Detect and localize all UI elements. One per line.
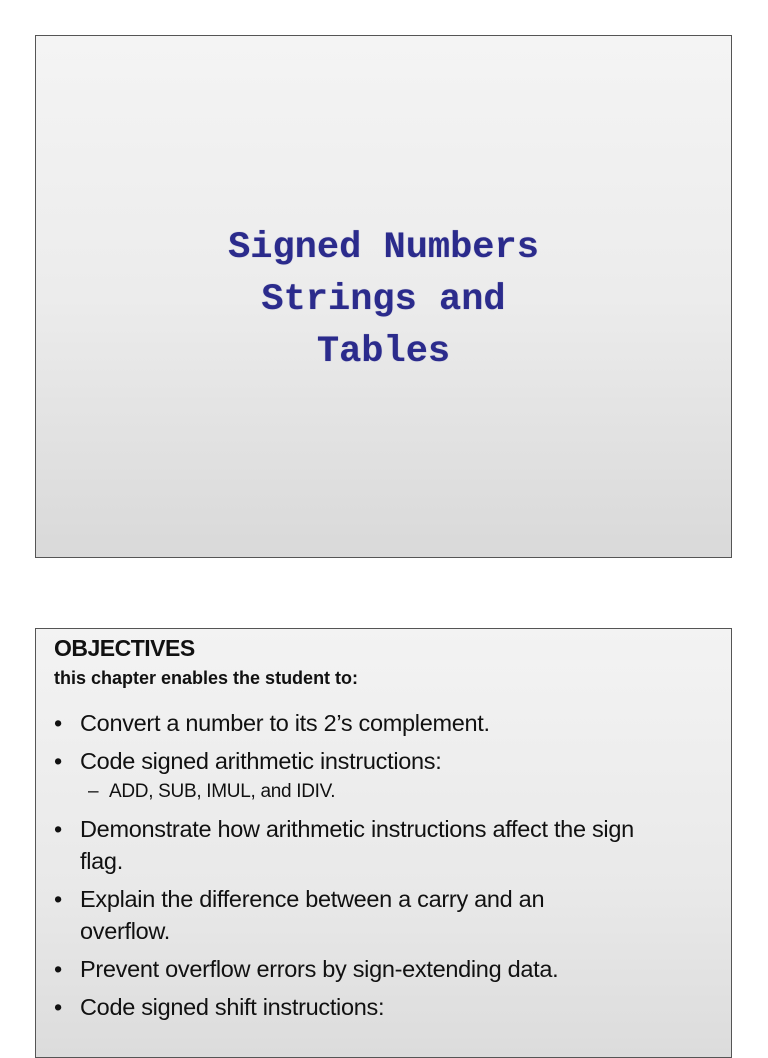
objectives-list (54, 707, 714, 1029)
bullet-icon: • (54, 816, 62, 842)
list-item-text: Explain the difference between a carry and an overflow. (80, 886, 545, 944)
bullet-icon: • (54, 710, 62, 736)
list-item-text: Demonstrate how arithmetic instructions affect the sign flag. (80, 816, 634, 874)
list-item (54, 883, 620, 947)
sub-list-item (54, 779, 714, 805)
list-item-text: Code signed arithmetic instructions: (80, 748, 442, 774)
list-item-text: ADD, SUB, IMUL, and IDIV. (109, 781, 336, 802)
list-item-text: Code signed shift instructions: (80, 994, 385, 1020)
slide-title (36, 222, 731, 378)
bullet-icon: • (54, 994, 62, 1020)
list-item (54, 745, 714, 777)
title-line: Tables (316, 331, 451, 373)
list-item (54, 707, 714, 739)
title-line: Strings and (261, 279, 506, 321)
list-item (54, 813, 660, 877)
list-item (54, 991, 714, 1023)
title-slide (35, 35, 732, 558)
list-item (54, 953, 714, 985)
bullet-icon: • (54, 886, 62, 912)
list-item-text: Convert a number to its 2’s complement. (80, 710, 490, 736)
objectives-heading: OBJECTIVES (54, 635, 195, 661)
dash-icon: – (88, 781, 99, 802)
title-line: Signed Numbers (228, 227, 539, 269)
list-item-text: Prevent overflow errors by sign-extending data. (80, 956, 559, 982)
bullet-icon: • (54, 748, 62, 774)
bullet-icon: • (54, 956, 62, 982)
objectives-slide (35, 628, 732, 1058)
objectives-subheading: this chapter enables the student to: (54, 668, 359, 688)
